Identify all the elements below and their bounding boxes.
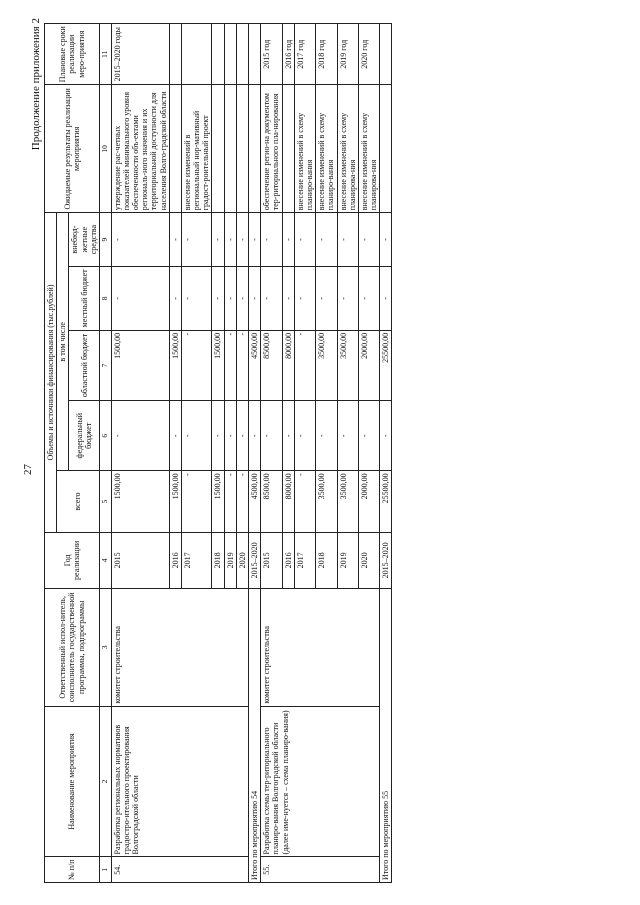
column-index-cell: 4: [99, 532, 111, 588]
local-cell: -: [249, 266, 261, 330]
federal-cell: -: [249, 401, 261, 471]
result-cell: внесение изменений в схему планирова-ния: [337, 85, 358, 213]
measure-number: 54.: [111, 857, 248, 883]
total-cell: -: [294, 471, 315, 532]
extrabudget-cell: -: [261, 213, 282, 267]
regional-cell: -: [294, 330, 315, 400]
deadline-cell: 2019 год: [337, 24, 358, 85]
federal-cell: -: [111, 401, 169, 471]
local-cell: -: [294, 266, 315, 330]
deadline-cell: [181, 24, 212, 85]
total-cell: 1500,00: [169, 471, 181, 532]
federal-cell: -: [181, 401, 212, 471]
deadline-cell: [212, 24, 224, 85]
total-cell: -: [181, 471, 212, 532]
year-cell: 2016: [169, 532, 181, 588]
regional-cell: 8500,00: [261, 330, 282, 400]
header-total: всего: [57, 471, 100, 532]
total-label: Итого по мероприятию 55: [380, 589, 392, 883]
federal-cell: -: [224, 401, 236, 471]
extrabudget-cell: -: [358, 213, 379, 267]
deadline-cell: [169, 24, 181, 85]
local-cell: -: [181, 266, 212, 330]
header-executor: Ответственный испол-нитель, соисполнитель государственной программы, подпрограммы: [45, 589, 100, 707]
year-cell: 2019: [224, 532, 236, 588]
year-cell: 2015–2020: [380, 532, 392, 588]
total-row: [249, 24, 261, 883]
page-number: 27: [22, 464, 34, 475]
local-cell: -: [316, 266, 337, 330]
local-cell: -: [261, 266, 282, 330]
header-regional: областной бюджет: [69, 330, 100, 400]
extrabudget-cell: -: [316, 213, 337, 267]
regional-cell: -: [224, 330, 236, 400]
column-index-cell: 3: [99, 589, 111, 707]
header-local: местный бюджет: [69, 266, 100, 330]
regional-cell: 3500,00: [316, 330, 337, 400]
column-index-cell: 7: [99, 330, 111, 400]
extrabudget-cell: -: [111, 213, 169, 267]
total-cell: 8500,00: [261, 471, 282, 532]
total-cell: -: [236, 471, 248, 532]
total-cell: 4500,00: [249, 471, 261, 532]
year-cell: 2019: [337, 532, 358, 588]
federal-cell: -: [261, 401, 282, 471]
result-cell: [236, 85, 248, 213]
local-cell: -: [169, 266, 181, 330]
regional-cell: 1500,00: [111, 330, 169, 400]
extrabudget-cell: -: [294, 213, 315, 267]
column-index-cell: 6: [99, 401, 111, 471]
result-cell: обеспечение регио-на документом тер-риториального пла-нирования: [261, 85, 282, 213]
local-cell: -: [380, 266, 392, 330]
measure-executor: комитет строительства: [261, 589, 380, 707]
header-financing: Объемы и источники финансирования (тыс.рублей): [45, 213, 57, 532]
local-cell: -: [224, 266, 236, 330]
regional-cell: -: [181, 330, 212, 400]
total-cell: 3500,00: [337, 471, 358, 532]
total-cell: 25500,00: [380, 471, 392, 532]
column-index-cell: 8: [99, 266, 111, 330]
year-cell: 2015: [111, 532, 169, 588]
header-num: № п/п: [45, 857, 100, 883]
table-row: [261, 24, 282, 883]
regional-cell: 1500,00: [212, 330, 224, 400]
federal-cell: -: [294, 401, 315, 471]
deadline-cell: 2020 год: [358, 24, 379, 85]
year-cell: 2016: [282, 532, 294, 588]
column-index-cell: 10: [99, 85, 111, 213]
result-cell: [380, 85, 392, 213]
measure-number: 55.: [261, 857, 380, 883]
federal-cell: -: [358, 401, 379, 471]
deadline-cell: 2015 год: [261, 24, 282, 85]
program-table: [44, 23, 392, 883]
extrabudget-cell: -: [224, 213, 236, 267]
header-federal: федеральный бюджет: [69, 401, 100, 471]
header-year: Год реализации: [45, 532, 100, 588]
result-cell: внесение изменений в схему планиро-вания: [316, 85, 337, 213]
deadline-cell: 2017 год: [294, 24, 315, 85]
appendix-caption: Продолжение приложения 2: [30, 18, 42, 151]
regional-cell: 1500,00: [169, 330, 181, 400]
deadline-cell: 2016 год: [282, 24, 294, 85]
total-cell: 1500,00: [212, 471, 224, 532]
local-cell: -: [212, 266, 224, 330]
regional-cell: 2000,00: [358, 330, 379, 400]
regional-cell: 4500,00: [249, 330, 261, 400]
local-cell: -: [236, 266, 248, 330]
table-row: [111, 24, 169, 883]
column-index-row: [99, 24, 111, 883]
year-cell: 2018: [212, 532, 224, 588]
header-name: Наименование мероприятия: [45, 706, 100, 857]
column-index-cell: 1: [99, 857, 111, 883]
year-cell: 2015–2020: [249, 532, 261, 588]
measure-name: Разработка схемы тер-риториального планиро-вания Волгоградской области (далее име-нуется – схема планиро-вания): [261, 706, 380, 857]
federal-cell: -: [282, 401, 294, 471]
measure-executor: комитет строительства: [111, 589, 248, 707]
deadline-cell: [380, 24, 392, 85]
year-cell: 2017: [294, 532, 315, 588]
federal-cell: -: [337, 401, 358, 471]
year-cell: 2020: [236, 532, 248, 588]
result-cell: внесение изменений в региональный нор-мативный градост-роительный проект: [181, 85, 212, 213]
header-extrabudget: внебюд-жетные средства: [69, 213, 100, 267]
result-cell: внесение изменений в схему планиро-вания: [294, 85, 315, 213]
extrabudget-cell: -: [249, 213, 261, 267]
deadline-cell: 2015–2020 годы: [111, 24, 169, 85]
extrabudget-cell: -: [337, 213, 358, 267]
extrabudget-cell: -: [380, 213, 392, 267]
deadline-cell: 2018 год: [316, 24, 337, 85]
year-cell: 2017: [181, 532, 212, 588]
extrabudget-cell: -: [236, 213, 248, 267]
deadline-cell: [224, 24, 236, 85]
extrabudget-cell: -: [181, 213, 212, 267]
year-cell: 2018: [316, 532, 337, 588]
extrabudget-cell: -: [212, 213, 224, 267]
extrabudget-cell: -: [169, 213, 181, 267]
measure-name: Разработка региональных нормативов градостро-ительного проектирования Волгоградской области: [111, 706, 248, 857]
header-deadline: Плановые сроки реализации меро-приятия: [45, 24, 100, 85]
federal-cell: -: [380, 401, 392, 471]
local-cell: -: [282, 266, 294, 330]
local-cell: -: [337, 266, 358, 330]
total-cell: 2000,00: [358, 471, 379, 532]
total-cell: 1500,00: [111, 471, 169, 532]
total-cell: 8000,00: [282, 471, 294, 532]
federal-cell: -: [316, 401, 337, 471]
year-cell: 2020: [358, 532, 379, 588]
header-including: в том числе: [57, 213, 69, 471]
total-label: Итого по мероприятию 54: [249, 589, 261, 883]
result-cell: внесение изменений в схему планирова-ния: [358, 85, 379, 213]
federal-cell: -: [169, 401, 181, 471]
year-cell: 2015: [261, 532, 282, 588]
regional-cell: -: [236, 330, 248, 400]
extrabudget-cell: -: [282, 213, 294, 267]
result-cell: [169, 85, 181, 213]
regional-cell: 25500,00: [380, 330, 392, 400]
result-cell: [212, 85, 224, 213]
total-row: [380, 24, 392, 883]
result-cell: [224, 85, 236, 213]
local-cell: -: [111, 266, 169, 330]
column-index-cell: 5: [99, 471, 111, 532]
federal-cell: -: [236, 401, 248, 471]
result-cell: [282, 85, 294, 213]
total-cell: -: [224, 471, 236, 532]
regional-cell: 3500,00: [337, 330, 358, 400]
column-index-cell: 9: [99, 213, 111, 267]
result-cell: утверждение рас-четных показателей минимального уровня обеспеченности объ-ектами региональ-ного значения и их территориальной доступности для населения Волго-градской области: [111, 85, 169, 213]
column-index-cell: 2: [99, 706, 111, 857]
federal-cell: -: [212, 401, 224, 471]
deadline-cell: [249, 24, 261, 85]
total-cell: 3500,00: [316, 471, 337, 532]
regional-cell: 8000,00: [282, 330, 294, 400]
local-cell: -: [358, 266, 379, 330]
header-results: Ожидаемые результаты реализации мероприятия: [45, 85, 100, 213]
column-index-cell: 11: [99, 24, 111, 85]
deadline-cell: [236, 24, 248, 85]
result-cell: [249, 85, 261, 213]
